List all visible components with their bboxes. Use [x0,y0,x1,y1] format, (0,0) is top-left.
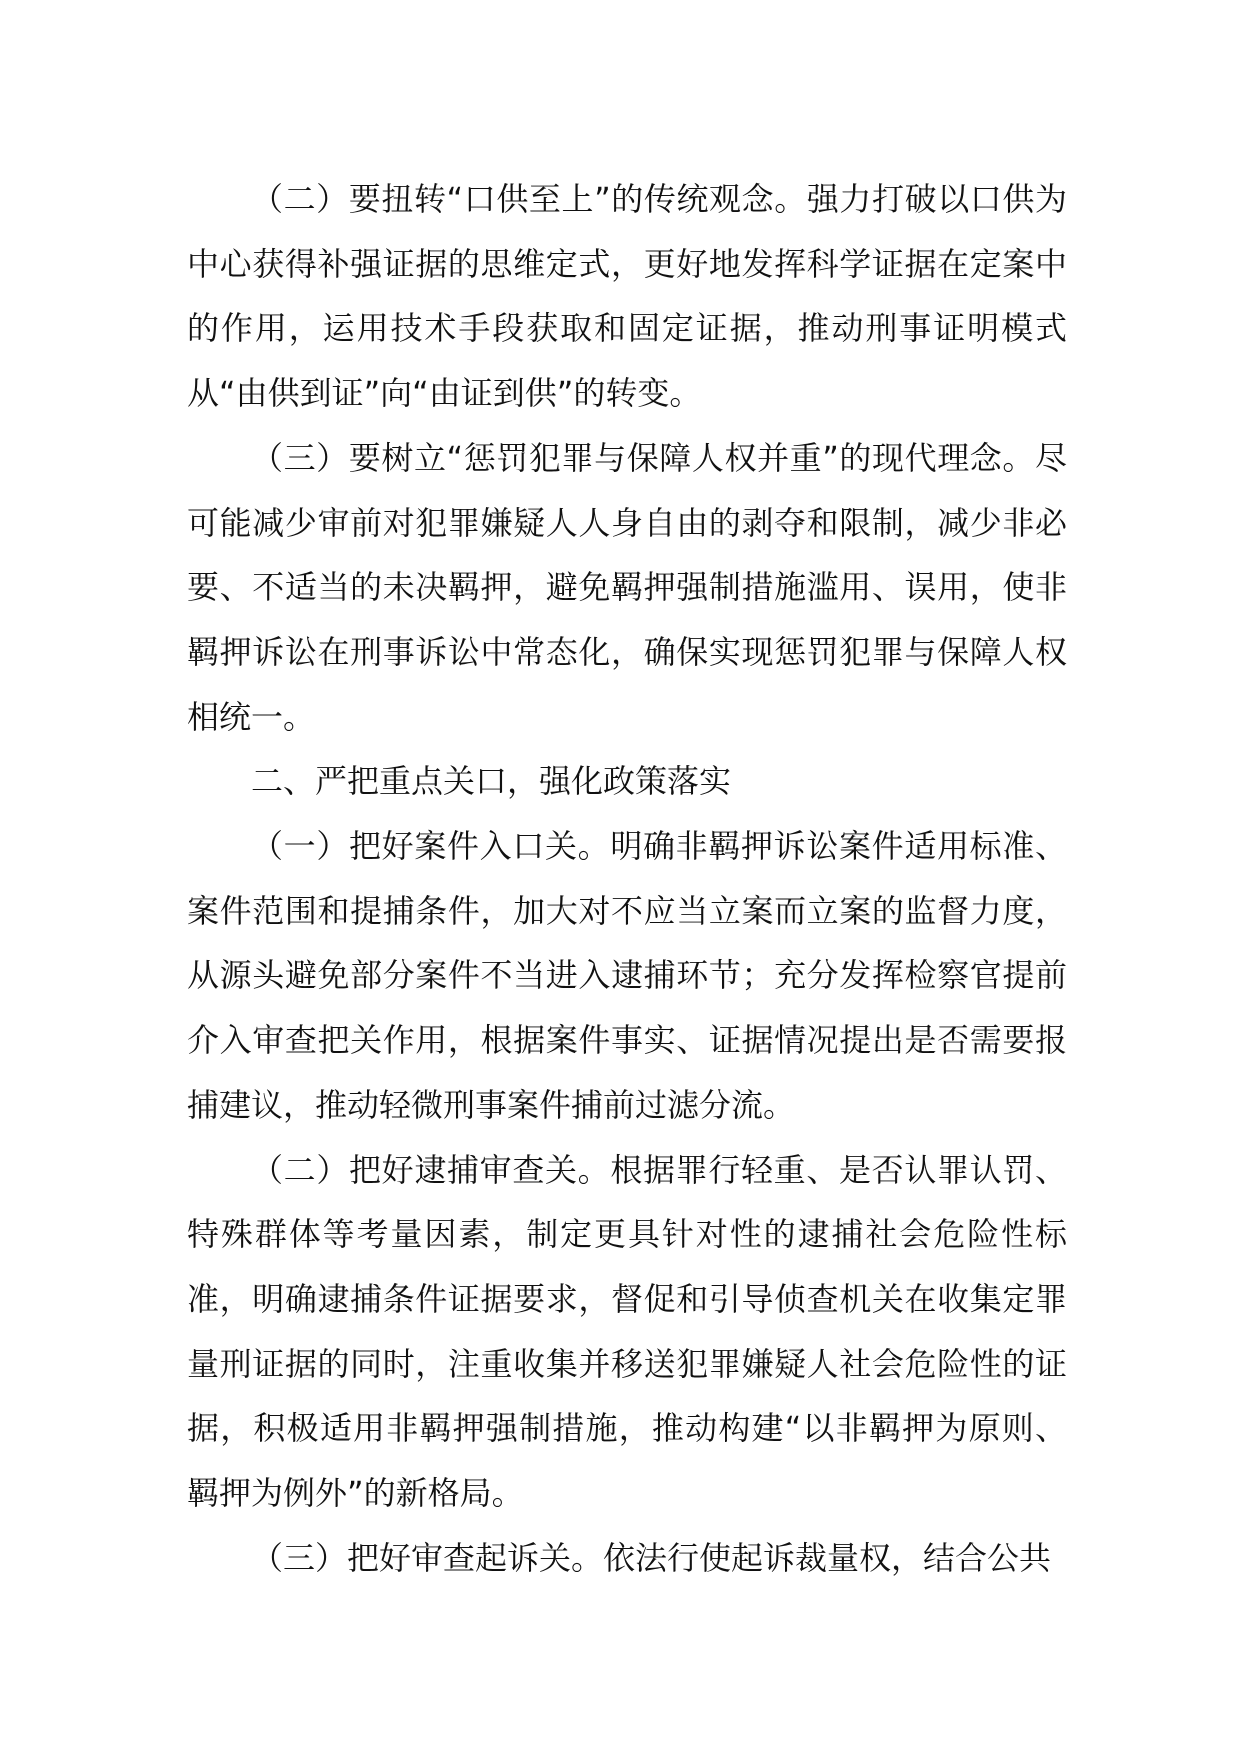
paragraph-principle-2: （二）要扭转“口供至上”的传统观念。强力打破以口供为中心获得补强证据的思维定式，更好地发挥科学证据在定案中的作用，运用技术手段获取和固定证据，推动刑事证明模式从“由供到证”向“由证到供”的转变。 [187,180,1067,413]
section-heading-2: 二、严把重点关口，强化政策落实 [251,762,732,801]
paragraph-checkpoint-2: （二）把好逮捕审查关。根据罪行轻重、是否认罪认罚、特殊群体等考量因素，制定更具针对性的逮捕社会危险性标准，明确逮捕条件证据要求，督促和引导侦查机关在收集定罪量刑证据的同时，注重收集并移送犯罪嫌疑人社会危险性的证据，积极适用非羁押强制措施，推动构建“以非羁押为原则、羁押为例外”的新格局。 [187,1150,1067,1513]
paragraph-checkpoint-3: （三）把好审查起诉关。依法行使起诉裁量权，结合公共 [251,1538,1052,1577]
document-body [187,167,1067,1590]
paragraph-principle-3: （三）要树立“惩罚犯罪与保障人权并重”的现代理念。尽可能减少审前对犯罪嫌疑人人身自由的剥夺和限制，减少非必要、不适当的未决羁押，避免羁押强制措施滥用、误用，使非羁押诉讼在刑事诉讼中常态化，确保实现惩罚犯罪与保障人权相统一。 [187,438,1067,736]
paragraph-checkpoint-1: （一）把好案件入口关。明确非羁押诉讼案件适用标准、案件范围和提捕条件，加大对不应当立案而立案的监督力度，从源头避免部分案件不当进入逮捕环节；充分发挥检察官提前介入审查把关作用，根据案件事实、证据情况提出是否需要报捕建议，推动轻微刑事案件捕前过滤分流。 [187,827,1067,1124]
